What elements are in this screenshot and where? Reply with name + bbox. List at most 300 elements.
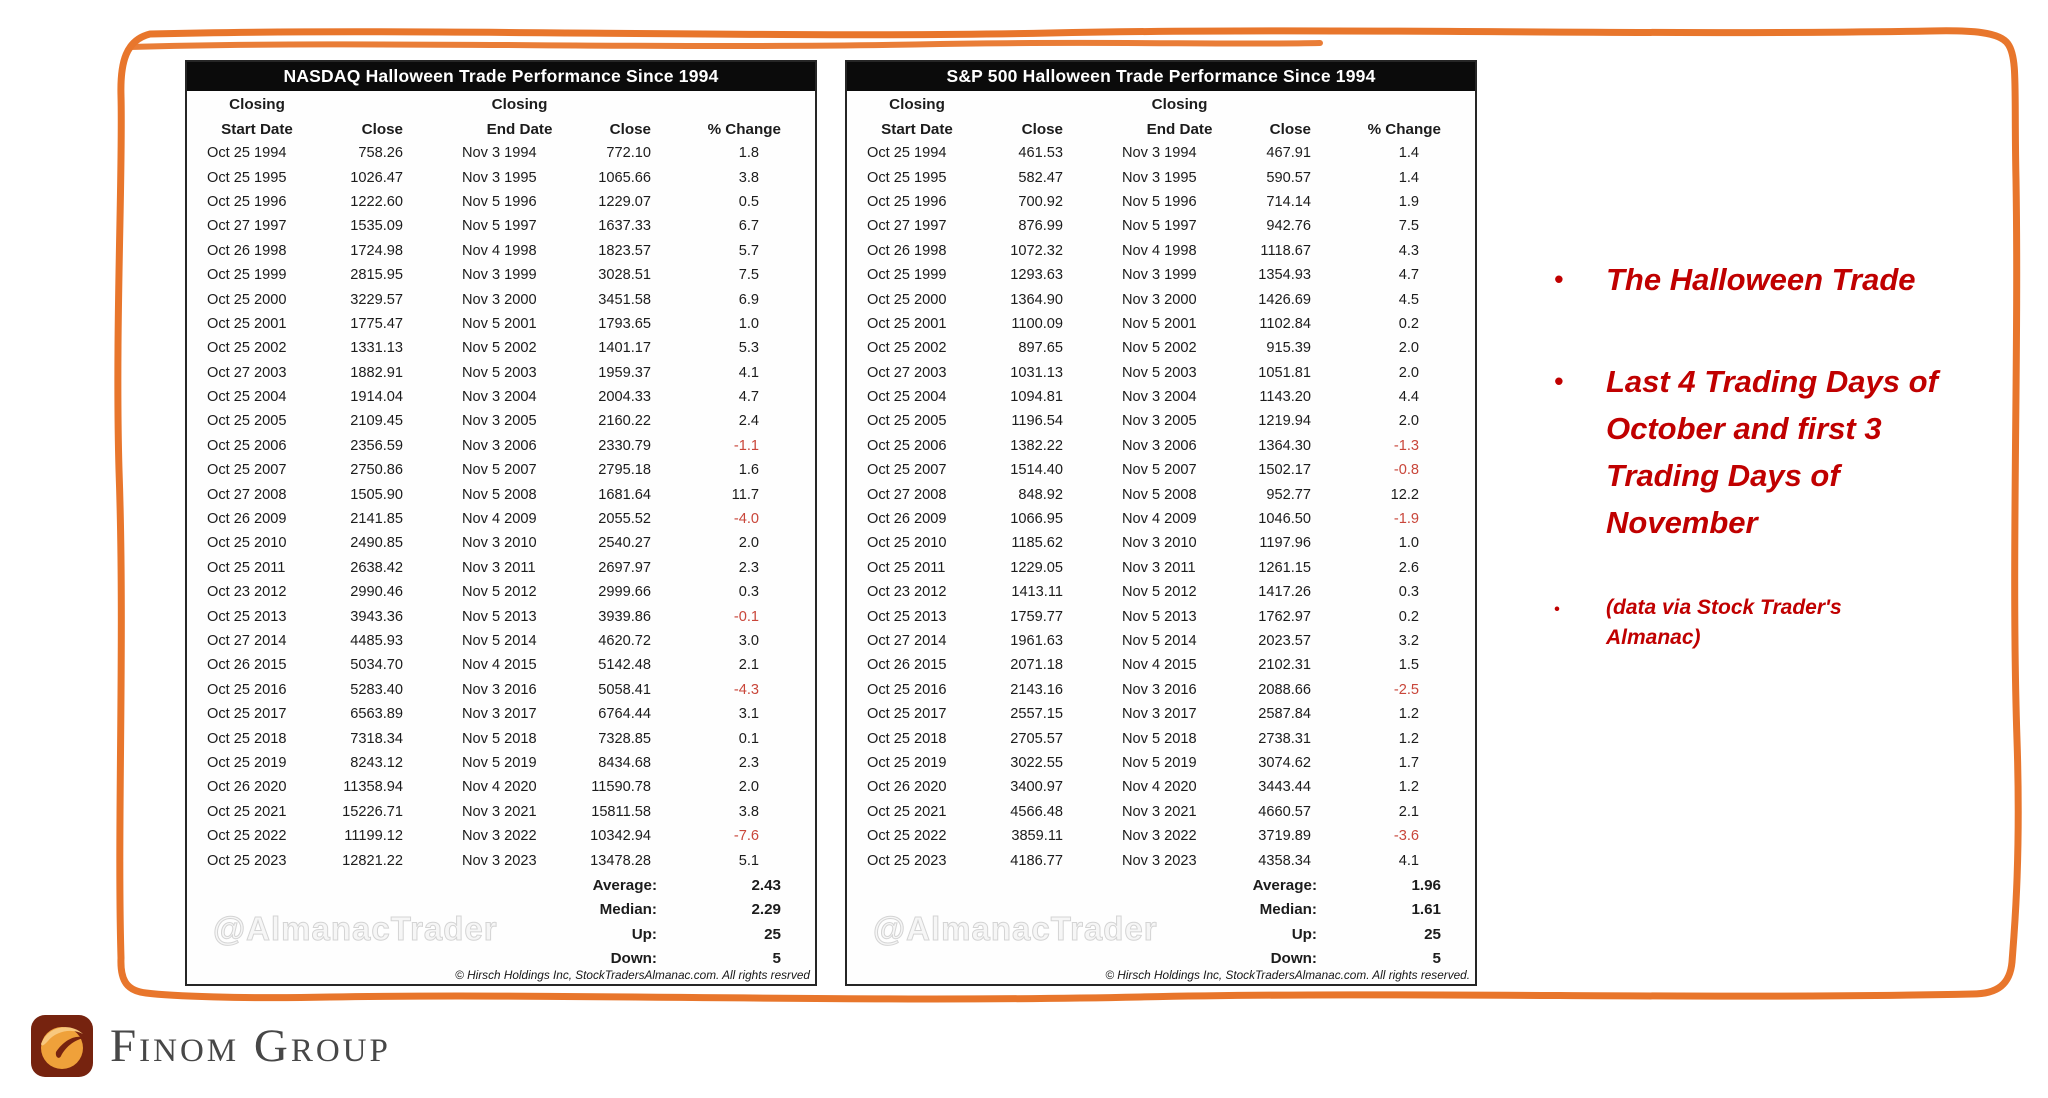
- table-cell: Nov 5 2012: [462, 584, 537, 601]
- table-cell: 1.2: [1398, 779, 1419, 796]
- table-cell: 2705.57: [1010, 730, 1063, 747]
- table-cell: 1681.64: [598, 486, 651, 503]
- table-row: [187, 239, 815, 263]
- column-header: % Change: [1367, 120, 1441, 138]
- table-cell: 4.3: [1398, 242, 1419, 259]
- table-cell: Oct 25 2018: [867, 730, 947, 747]
- summary-label: Average:: [592, 876, 657, 894]
- table-cell: 848.92: [1018, 486, 1063, 503]
- table-cell: 3.2: [1398, 633, 1419, 649]
- table-cell: 714.14: [1266, 193, 1311, 210]
- table-cell: 4.7: [738, 389, 759, 406]
- bullet-icon: •: [1554, 366, 1564, 396]
- table-cell: 1354.93: [1258, 267, 1311, 284]
- table-cell: 6.7: [738, 218, 759, 235]
- table-cell: 3229.57: [350, 291, 403, 308]
- table-cell: Nov 3 1994: [1122, 145, 1197, 162]
- table-cell: Oct 25 2023: [867, 852, 947, 869]
- table-cell: 4.7: [1398, 267, 1419, 284]
- table-cell: Oct 23 2012: [867, 584, 947, 601]
- summary-label: Down:: [610, 950, 657, 968]
- table-row: [187, 531, 815, 555]
- table-cell: 2738.31: [1258, 730, 1311, 747]
- sp500-table: [845, 60, 1477, 986]
- table-cell: 3028.51: [598, 267, 651, 284]
- table-cell: Oct 25 2016: [207, 681, 287, 698]
- table-row: [187, 604, 815, 628]
- summary-value: 25: [764, 925, 781, 943]
- table-cell: 772.10: [606, 145, 651, 162]
- finom-group-logo-text: Finom Group: [110, 1020, 391, 1072]
- table-cell: -1.9: [1393, 511, 1419, 528]
- table-cell: Oct 25 2005: [207, 413, 287, 430]
- table-cell: 4.5: [1398, 291, 1419, 308]
- table-cell: 1293.63: [1010, 267, 1063, 284]
- table-row: [187, 263, 815, 287]
- table-cell: Oct 27 1997: [207, 218, 287, 235]
- table-cell: Nov 3 2023: [1122, 852, 1197, 869]
- table-cell: Oct 23 2012: [207, 584, 287, 601]
- table-row: [187, 165, 815, 189]
- table-cell: Oct 25 2016: [867, 681, 947, 698]
- table-row: [187, 190, 815, 214]
- table-cell: Nov 3 1995: [1122, 169, 1197, 186]
- table-cell: 7.5: [1398, 218, 1419, 235]
- table-cell: 3.0: [738, 633, 759, 649]
- table-cell: -2.5: [1393, 681, 1419, 698]
- table-cell: Nov 5 2008: [1122, 486, 1197, 503]
- table-cell: Nov 4 2009: [462, 511, 537, 528]
- summary-value: 5: [1432, 950, 1441, 968]
- table-cell: Oct 26 2015: [207, 657, 287, 674]
- table-body: [187, 141, 815, 873]
- table-cell: -4.3: [733, 681, 759, 698]
- table-header-row: [847, 117, 1475, 141]
- summary-value: 25: [1424, 925, 1441, 943]
- table-cell: 2587.84: [1258, 706, 1311, 723]
- table-cell: Nov 5 1996: [462, 193, 537, 210]
- table-row: [847, 726, 1475, 750]
- table-cell: 1331.13: [350, 340, 403, 357]
- table-cell: Nov 3 1995: [462, 169, 537, 186]
- table-cell: 2071.18: [1010, 657, 1063, 674]
- table-cell: Oct 25 2017: [207, 706, 287, 723]
- table-cell: Oct 25 1996: [207, 193, 287, 210]
- table-cell: 5.7: [738, 242, 759, 259]
- summary-label: Up:: [1291, 925, 1317, 943]
- column-header: % Change: [707, 120, 781, 138]
- table-cell: Oct 25 2011: [867, 559, 946, 576]
- table-cell: 3074.62: [1258, 754, 1311, 771]
- table-cell: 3943.36: [350, 608, 403, 625]
- table-cell: 1364.30: [1258, 437, 1311, 454]
- table-cell: 2330.79: [598, 437, 651, 454]
- table-cell: Oct 25 2007: [867, 462, 947, 479]
- table-cell: 1759.77: [1010, 608, 1063, 625]
- table-row: [187, 848, 815, 872]
- table-cell: Nov 4 2015: [462, 657, 537, 674]
- table-cell: 13478.28: [590, 852, 651, 869]
- table-cell: Nov 5 2003: [462, 364, 537, 381]
- table-cell: 1100.09: [1011, 315, 1063, 332]
- table-cell: Nov 5 2019: [1122, 754, 1197, 771]
- table-group-header-row: [187, 96, 815, 117]
- table-cell: 4660.57: [1258, 803, 1311, 820]
- table-cell: Oct 25 2005: [867, 413, 947, 430]
- table-cell: 2557.15: [1010, 706, 1063, 723]
- table-cell: 7318.34: [350, 730, 403, 747]
- table-cell: Oct 25 1995: [867, 169, 947, 186]
- table-cell: 11358.94: [343, 779, 403, 796]
- table-cell: 1.9: [1398, 193, 1419, 210]
- table-cell: Oct 25 2002: [207, 340, 287, 357]
- summary-value: 2.43: [751, 876, 781, 894]
- table-cell: 12821.22: [342, 852, 403, 869]
- table-row: [847, 678, 1475, 702]
- table-cell: Nov 4 2009: [1122, 511, 1197, 528]
- table-cell: -4.0: [733, 511, 759, 528]
- bullet-item: [1548, 256, 2018, 303]
- table-cell: 1.2: [1398, 730, 1419, 747]
- table-cell: 2.3: [738, 754, 759, 771]
- table-cell: 1793.65: [598, 315, 651, 332]
- table-cell: Nov 4 2015: [1122, 657, 1197, 674]
- table-cell: Oct 25 2022: [867, 828, 947, 845]
- table-cell: 942.76: [1266, 218, 1311, 235]
- table-header-row: [187, 117, 815, 141]
- table-cell: 2102.31: [1258, 657, 1311, 674]
- table-cell: Nov 5 2007: [1122, 462, 1197, 479]
- table-cell: Nov 5 2003: [1122, 364, 1197, 381]
- table-title: NASDAQ Halloween Trade Performance Since 1994: [187, 62, 815, 91]
- column-header: Close: [1269, 120, 1311, 138]
- table-row: [187, 141, 815, 165]
- table-cell: Nov 3 2010: [462, 535, 537, 552]
- table-cell: Nov 3 2021: [1122, 803, 1197, 820]
- group-header: Closing: [491, 96, 548, 113]
- table-cell: 2.1: [1398, 803, 1419, 820]
- finom-group-logo: [30, 1014, 391, 1078]
- table-row: [187, 751, 815, 775]
- table-cell: 1505.90: [350, 486, 403, 503]
- table-cell: Nov 5 2013: [462, 608, 537, 625]
- group-header: Closing: [1151, 96, 1208, 113]
- summary-label: Down:: [1270, 950, 1317, 968]
- table-cell: 4186.77: [1010, 852, 1063, 869]
- table-cell: 10342.94: [590, 828, 651, 845]
- table-cell: 2750.86: [350, 462, 403, 479]
- table-cell: 2356.59: [350, 437, 403, 454]
- bullet-item: [1548, 358, 2018, 546]
- table-row: [847, 336, 1475, 360]
- table-cell: 1094.81: [1010, 389, 1063, 406]
- table-cell: 6764.44: [598, 706, 651, 723]
- table-row: [847, 604, 1475, 628]
- table-cell: Oct 26 1998: [867, 242, 947, 259]
- table-cell: 1959.37: [598, 364, 651, 381]
- table-row: [847, 190, 1475, 214]
- table-cell: Oct 25 2010: [867, 535, 947, 552]
- table-cell: 3451.58: [598, 291, 651, 308]
- table-row: [187, 312, 815, 336]
- table-cell: Nov 5 2018: [1122, 730, 1197, 747]
- table-cell: 1.8: [738, 145, 759, 162]
- table-cell: 1026.47: [350, 169, 403, 186]
- group-header: Closing: [889, 96, 945, 113]
- table-cell: Nov 3 2000: [1122, 291, 1197, 308]
- table-cell: 1823.57: [598, 242, 651, 259]
- table-cell: Nov 3 2017: [1122, 706, 1197, 723]
- table-cell: Nov 5 2002: [462, 340, 537, 357]
- table-row: [847, 629, 1475, 653]
- table-cell: 3.1: [738, 706, 759, 723]
- table-cell: 1.2: [1398, 706, 1419, 723]
- group-header: Closing: [229, 96, 285, 113]
- table-cell: Nov 3 2016: [1122, 681, 1197, 698]
- table-row: [847, 434, 1475, 458]
- bullet-item: [1548, 593, 2018, 653]
- summary-label: Up:: [631, 925, 657, 943]
- table-cell: 467.91: [1266, 145, 1311, 162]
- table-cell: Oct 25 2021: [867, 803, 947, 820]
- table-cell: 590.57: [1266, 169, 1311, 186]
- column-header: Close: [361, 120, 403, 138]
- table-cell: 2697.97: [598, 559, 651, 576]
- table-row: [187, 824, 815, 848]
- table-cell: 5142.48: [598, 657, 651, 674]
- table-row: [847, 482, 1475, 506]
- table-row: [187, 336, 815, 360]
- table-cell: Nov 3 2005: [462, 413, 537, 430]
- column-header: Close: [1021, 120, 1063, 138]
- table-cell: Nov 3 2011: [462, 559, 536, 576]
- table-cell: Nov 5 2002: [1122, 340, 1197, 357]
- table-cell: 461.53: [1018, 145, 1063, 162]
- table-cell: 0.2: [1398, 608, 1419, 625]
- table-cell: 11199.12: [344, 828, 403, 845]
- table-cell: 8243.12: [350, 754, 403, 771]
- table-cell: 1724.98: [350, 242, 403, 259]
- table-cell: 1914.04: [350, 389, 403, 406]
- table-cell: Nov 3 2006: [1122, 437, 1197, 454]
- table-cell: 2160.22: [598, 413, 651, 430]
- annotation-bullets: [1548, 256, 2018, 653]
- summary-row: [847, 873, 1475, 898]
- table-cell: 7.5: [738, 267, 759, 284]
- almanactrader-watermark: @AlmanacTrader: [873, 910, 1158, 947]
- summary-label: Median:: [599, 901, 657, 919]
- table-cell: Oct 25 2000: [867, 291, 947, 308]
- table-cell: Nov 3 1994: [462, 145, 537, 162]
- table-cell: Oct 25 1999: [867, 267, 947, 284]
- table-cell: Nov 4 1998: [1122, 242, 1197, 259]
- table-cell: Oct 25 2019: [867, 754, 947, 771]
- table-cell: Nov 5 2014: [462, 633, 537, 649]
- table-cell: Oct 25 1994: [867, 145, 947, 162]
- table-cell: Nov 3 2022: [462, 828, 537, 845]
- table-cell: 1426.69: [1258, 291, 1311, 308]
- table-cell: 5058.41: [598, 681, 651, 698]
- table-cell: Nov 3 2006: [462, 437, 537, 454]
- table-row: [187, 214, 815, 238]
- table-cell: 2638.42: [350, 559, 403, 576]
- table-cell: Oct 25 1994: [207, 145, 287, 162]
- table-row: [187, 385, 815, 409]
- table-row: [847, 824, 1475, 848]
- table-cell: Nov 3 1999: [1122, 267, 1197, 284]
- summary-value: 1.61: [1411, 901, 1441, 919]
- table-cell: 1.7: [1398, 754, 1419, 771]
- table-cell: 2.0: [1398, 413, 1419, 430]
- column-header: Start Date: [221, 120, 293, 138]
- table-cell: Oct 25 2011: [207, 559, 286, 576]
- table-cell: 3.8: [738, 169, 759, 186]
- table-cell: 0.3: [1398, 584, 1419, 601]
- table-cell: 1502.17: [1258, 462, 1311, 479]
- table-cell: 1229.05: [1010, 559, 1063, 576]
- table-cell: 5034.70: [350, 657, 403, 674]
- table-cell: 2143.16: [1010, 681, 1063, 698]
- bullet-text: Last 4 Trading Days of October and first 3 Trading Days of November: [1606, 364, 1938, 540]
- table-cell: Oct 25 2000: [207, 291, 287, 308]
- table-cell: Nov 5 1997: [462, 218, 537, 235]
- summary-label: Median:: [1259, 901, 1317, 919]
- table-row: [187, 507, 815, 531]
- table-row: [187, 678, 815, 702]
- table-cell: 1417.26: [1258, 584, 1311, 601]
- table-row: [847, 507, 1475, 531]
- table-cell: 15811.58: [591, 803, 651, 820]
- table-cell: 1882.91: [350, 364, 403, 381]
- table-cell: Nov 5 2001: [1122, 315, 1197, 332]
- table-cell: 1401.17: [598, 340, 651, 357]
- table-cell: 1143.20: [1259, 389, 1311, 406]
- table-cell: Oct 27 2014: [867, 633, 947, 649]
- table-cell: Nov 3 2023: [462, 852, 537, 869]
- table-row: [847, 653, 1475, 677]
- table-cell: 2490.85: [350, 535, 403, 552]
- copyright-note: © Hirsch Holdings Inc, StockTradersAlmanac.com. All rights resrved: [455, 968, 810, 982]
- column-header: End Date: [486, 120, 553, 138]
- table-cell: 3.8: [738, 803, 759, 820]
- table-cell: 1762.97: [1258, 608, 1311, 625]
- table-cell: Oct 25 2001: [207, 315, 287, 332]
- table-cell: Oct 26 2009: [207, 511, 287, 528]
- table-cell: 1118.67: [1260, 242, 1311, 259]
- table-cell: -3.6: [1393, 828, 1419, 845]
- table-cell: 4.1: [738, 364, 759, 381]
- table-cell: 3939.86: [598, 608, 651, 625]
- table-row: [847, 751, 1475, 775]
- table-cell: Nov 3 2017: [462, 706, 537, 723]
- table-cell: Nov 5 2013: [1122, 608, 1197, 625]
- table-cell: Oct 25 2001: [867, 315, 947, 332]
- table-cell: -0.1: [733, 608, 759, 625]
- summary-label: Average:: [1252, 876, 1317, 894]
- table-cell: Nov 5 2018: [462, 730, 537, 747]
- nasdaq-table: [185, 60, 817, 986]
- table-cell: Oct 25 1995: [207, 169, 287, 186]
- table-cell: Oct 27 2003: [207, 364, 287, 381]
- table-cell: 2023.57: [1258, 633, 1311, 649]
- table-title: S&P 500 Halloween Trade Performance Since 1994: [847, 62, 1475, 91]
- table-cell: 2.1: [738, 657, 759, 674]
- table-cell: Nov 3 2022: [1122, 828, 1197, 845]
- table-cell: 0.2: [1398, 315, 1419, 332]
- column-header: End Date: [1146, 120, 1213, 138]
- table-cell: Oct 25 2002: [867, 340, 947, 357]
- table-cell: -1.3: [1393, 437, 1419, 454]
- table-cell: Nov 5 2008: [462, 486, 537, 503]
- bullet-icon: •: [1554, 264, 1564, 294]
- table-cell: 700.92: [1018, 193, 1063, 210]
- copyright-note: © Hirsch Holdings Inc, StockTradersAlmanac.com. All rights reserved.: [1105, 968, 1470, 982]
- table-cell: Oct 25 2017: [867, 706, 947, 723]
- table-cell: Oct 25 2004: [207, 389, 287, 406]
- table-cell: 2004.33: [598, 389, 651, 406]
- table-cell: Nov 3 2004: [462, 389, 537, 406]
- column-header: Close: [609, 120, 651, 138]
- table-row: [847, 580, 1475, 604]
- table-row: [187, 434, 815, 458]
- table-cell: Oct 25 2010: [207, 535, 287, 552]
- table-cell: 1.5: [1398, 657, 1419, 674]
- table-cell: 1.0: [1398, 535, 1419, 552]
- table-cell: Oct 25 2013: [207, 608, 287, 625]
- summary-row: [187, 873, 815, 898]
- table-cell: -1.1: [733, 437, 759, 454]
- bullet-text: (data via Stock Trader's Almanac): [1606, 596, 1842, 649]
- table-cell: Oct 27 2008: [867, 486, 947, 503]
- table-cell: 1197.96: [1259, 535, 1311, 552]
- table-cell: Oct 27 2014: [207, 633, 287, 649]
- table-cell: 1066.95: [1010, 511, 1063, 528]
- table-cell: 2.0: [1398, 364, 1419, 381]
- table-cell: 1413.11: [1011, 584, 1063, 601]
- table-cell: Oct 25 2004: [867, 389, 947, 406]
- table-cell: 6.9: [738, 291, 759, 308]
- table-cell: 1961.63: [1010, 633, 1063, 649]
- table-cell: 12.2: [1390, 486, 1419, 503]
- table-cell: 2.4: [738, 413, 759, 430]
- table-cell: Nov 4 2020: [462, 779, 537, 796]
- summary-value: 5: [772, 950, 781, 968]
- table-cell: 1031.13: [1010, 364, 1063, 381]
- bullet-icon: •: [1554, 601, 1560, 618]
- table-cell: Oct 25 2023: [207, 852, 287, 869]
- table-cell: Oct 25 2007: [207, 462, 287, 479]
- table-cell: Nov 5 2012: [1122, 584, 1197, 601]
- table-cell: 2088.66: [1258, 681, 1311, 698]
- table-cell: Nov 5 1997: [1122, 218, 1197, 235]
- table-cell: 1535.09: [350, 218, 403, 235]
- table-row: [847, 775, 1475, 799]
- table-cell: 1051.81: [1258, 364, 1311, 381]
- table-cell: 3400.97: [1010, 779, 1063, 796]
- table-cell: 2141.85: [350, 511, 403, 528]
- table-cell: Oct 27 2003: [867, 364, 947, 381]
- table-cell: Nov 5 2014: [1122, 633, 1197, 649]
- table-cell: Nov 4 1998: [462, 242, 537, 259]
- table-cell: Oct 25 1999: [207, 267, 287, 284]
- table-row: [187, 361, 815, 385]
- table-cell: 2.3: [738, 559, 759, 576]
- table-row: [187, 800, 815, 824]
- table-cell: 0.3: [738, 584, 759, 601]
- table-cell: Oct 25 2022: [207, 828, 287, 845]
- table-cell: 582.47: [1018, 169, 1063, 186]
- table-cell: 0.1: [738, 730, 759, 747]
